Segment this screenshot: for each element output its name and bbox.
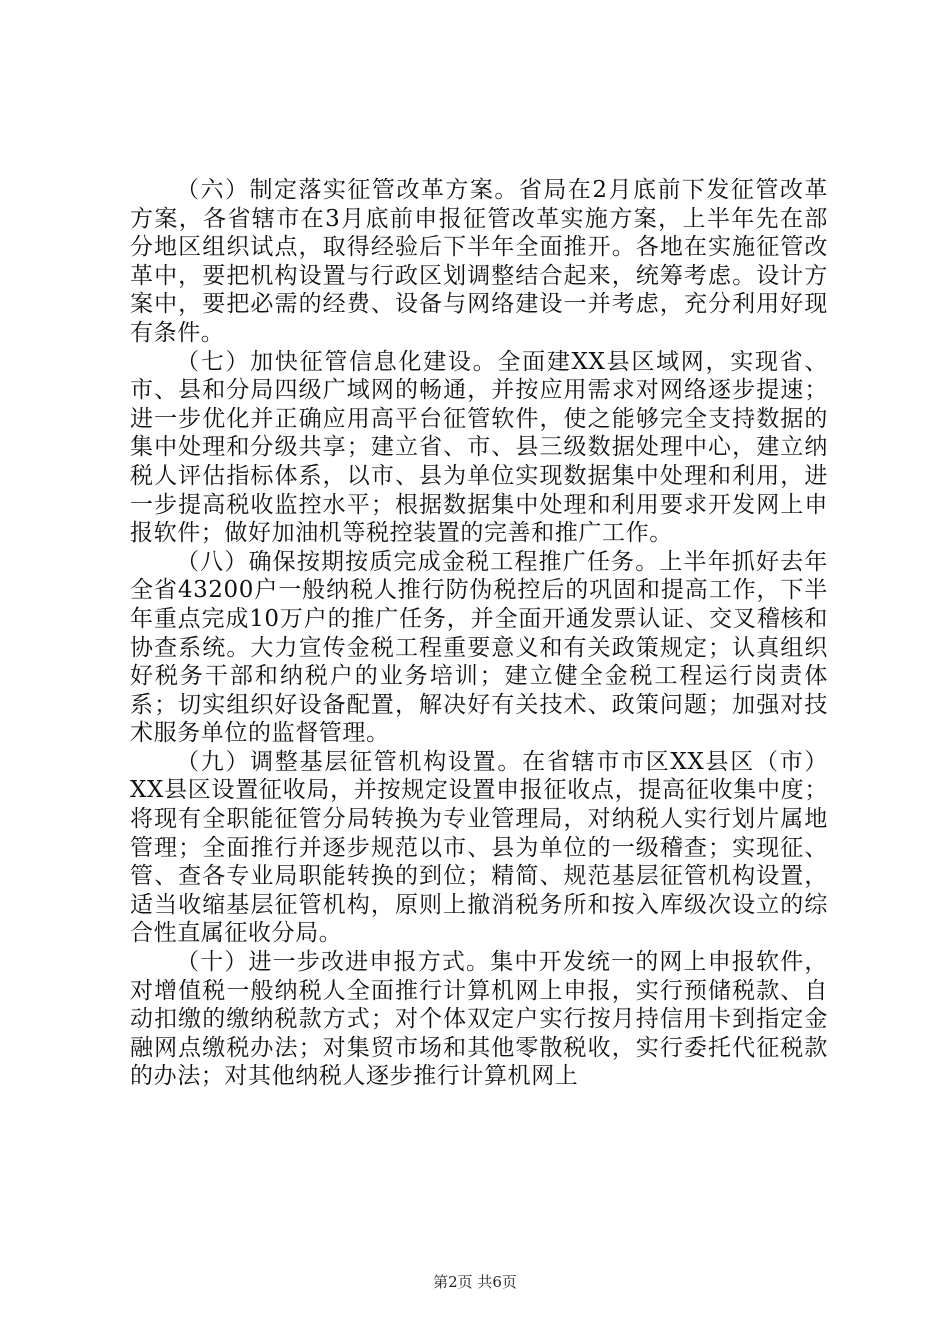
page-number-footer: 第2页 共6页: [433, 1273, 517, 1291]
paragraph-6: （六）制定落实征管改革方案。省局在2月底前下发征管改革方案，各省辖市在3月底前申报征管改革实施方案，上半年先在部分地区组织试点，取得经验后下半年全面推开。各地在实施征管改革中，要把机构设置与行政区划调整结合起来，统筹考虑。设计方案中，要把必需的经费、设备与网络建设一并考虑，充分利用好现有条件。: [130, 177, 828, 346]
paragraph-8: （八）确保按期按质完成金税工程推广任务。上半年抓好去年全省43200户一般纳税人推行防伪税控后的巩固和提高工作，下半年重点完成10万户的推广任务，并全面开通发票认证、交叉稽核和协查系统。大力宣传金税工程重要意义和有关政策规定；认真组织好税务干部和纳税户的业务培训；建立健全金税工程运行岗责体系；切实组织好设备配置，解决好有关技术、政策问题；加强对技术服务单位的监督管理。: [130, 548, 828, 747]
document-body: [130, 176, 828, 1091]
paragraph-7: （七）加快征管信息化建设。全面建XX县区域网，实现省、市、县和分局四级广域网的畅通，并按应用需求对网络逐步提速；进一步优化并正确应用高平台征管软件，使之能够完全支持数据的集中处理和分级共享；建立省、市、县三级数据处理中心，建立纳税人评估指标体系，以市、县为单位实现数据集中处理和利用，进一步提高税收监控水平；根据数据集中处理和利用要求开发网上申报软件；做好加油机等税控装置的完善和推广工作。: [130, 348, 828, 547]
paragraph-9: （九）调整基层征管机构设置。在省辖市市区XX县区（市）XX县区设置征收局，并按规定设置申报征收点，提高征收集中度；将现有全职能征管分局转换为专业管理局，对纳税人实行划片属地管理；全面推行并逐步规范以市、县为单位的一级稽查；实现征、管、查各专业局职能转换的到位；精简、规范基层征管机构设置，适当收缩基层征管机构，原则上撤消税务所和按入库级次设立的综合性直属征收分局。: [130, 748, 828, 947]
paragraph-10: （十）进一步改进申报方式。集中开发统一的网上申报软件，对增值税一般纳税人全面推行计算机网上申报，实行预储税款、自动扣缴的缴纳税款方式；对个体双定户实行按月持信用卡到指定金融网点缴税办法；对集贸市场和其他零散税收，实行委托代征税款的办法；对其他纳税人逐步推行计算机网上: [130, 949, 828, 1090]
